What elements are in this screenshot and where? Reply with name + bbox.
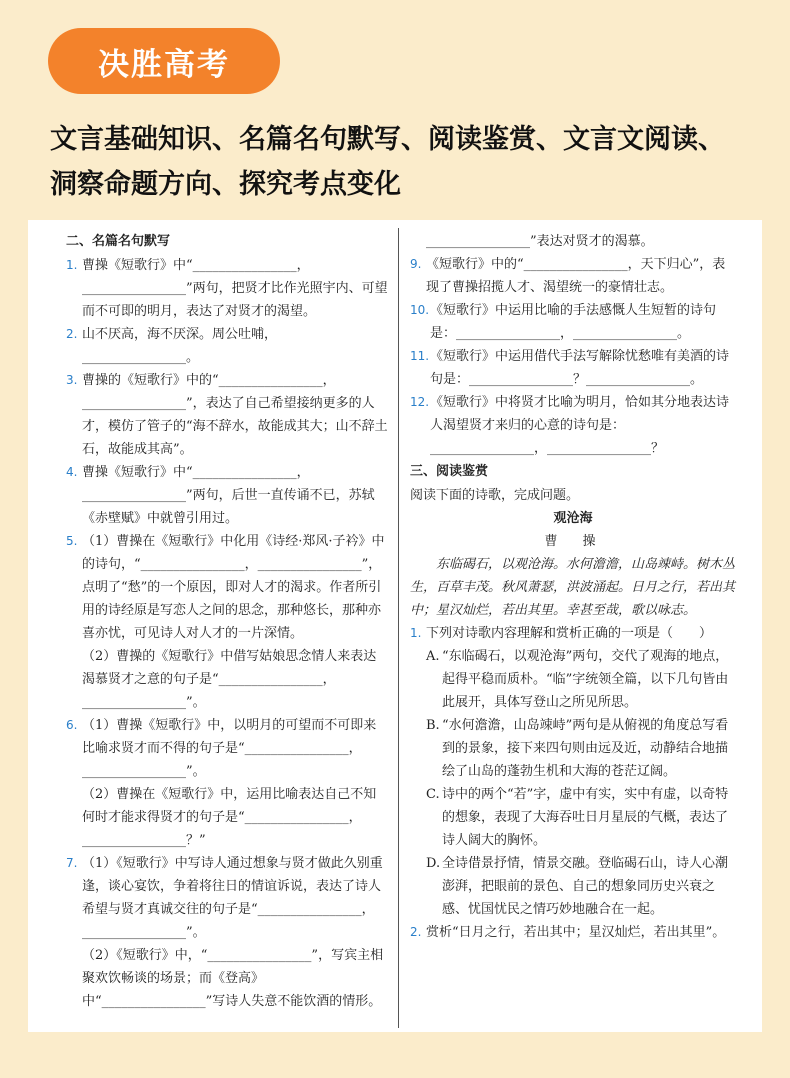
worksheet-page <box>28 220 762 1032</box>
reading-intro: 阅读下面的诗歌，完成问题。 <box>410 488 580 503</box>
question-number: 1. <box>410 626 422 640</box>
question-text: 下列对诗歌内容理解和赏析正确的一项是（ ） <box>426 626 713 641</box>
question-7-part-2 <box>66 944 388 1013</box>
question-number: 4. <box>66 465 78 479</box>
headline-line-2: 洞察命题方向、探究考点变化 <box>50 169 401 200</box>
option-text: 诗中的两个“若”字，虚中有实，实中有虚，以奇特的想象，表现了大海吞吐日月星辰的气概，表达了诗人阔大的胸怀。 <box>442 787 729 848</box>
question-12 <box>410 391 736 460</box>
question-continuation: ________________”表达对贤才的渴慕。 <box>426 234 654 249</box>
option-label: A. <box>426 649 440 664</box>
question-number: 2. <box>66 327 78 341</box>
question-number: 3. <box>66 373 78 387</box>
headline <box>50 117 770 207</box>
option-b <box>410 714 736 783</box>
headline-line-1: 文言基础知识、名篇名句默写、阅读鉴赏、文言文阅读、 <box>50 124 725 155</box>
question-6-part-2 <box>66 783 388 852</box>
option-text: 全诗借景抒情，情景交融。登临碣石山，诗人心潮澎湃，把眼前的景色、自己的想象同历史兴衰之感、忧国忧民之情巧妙地融合在一起。 <box>442 856 729 917</box>
question-text: 曹操《短歌行》中“________________，________________”两句，把贤才比作光照宇内、可望而不可即的明月，表达了对贤才的渴望。 <box>82 258 388 319</box>
question-text: 《短歌行》中将贤才比喻为明月，恰如其分地表达诗人渴望贤才来归的心意的诗句是：________________，________________？ <box>430 395 730 456</box>
question-9 <box>410 253 736 299</box>
question-number: 11. <box>410 349 430 363</box>
question-5-part-2 <box>66 645 388 714</box>
question-text: 山不厌高，海不厌深。周公吐哺，________________。 <box>82 327 278 365</box>
column-divider <box>398 228 399 1028</box>
option-d <box>410 852 736 921</box>
right-column <box>410 230 736 944</box>
question-10 <box>410 299 736 345</box>
question-11 <box>410 345 736 391</box>
question-text: 曹操《短歌行》中“________________，________________”两句，后世一直传诵不已，苏轼《赤壁赋》中就曾引用过。 <box>82 465 375 526</box>
question-number: 6. <box>66 718 78 732</box>
question-3 <box>66 369 388 461</box>
reading-question-1 <box>410 622 736 645</box>
question-6-part-1 <box>66 714 388 783</box>
question-text: （2）《短歌行》中，“________________”，写宾主相聚欢饮畅谈的场景；而《登高》中“________________”写诗人失意不能饮酒的情形。 <box>82 948 384 1009</box>
question-text: 《短歌行》中运用比喻的手法感慨人生短暂的诗句是：________________，________________。 <box>430 303 717 341</box>
left-column <box>66 230 388 1013</box>
question-4 <box>66 461 388 530</box>
question-text: （1）《短歌行》中写诗人通过想象与贤才做此久别重逢，谈心宴饮，争着将往日的情谊诉说，表达了诗人希望与贤才真诚交往的句子是“________________，________________”。 <box>82 856 383 940</box>
question-text: 《短歌行》中的“________________，天下归心”，表现了曹操招揽人才、渴望统一的豪情壮志。 <box>426 257 726 295</box>
question-1 <box>66 254 388 323</box>
question-text: （1）曹操在《短歌行》中化用《诗经·郑风·子衿》中的诗句，“________________，________________”，点明了“愁”的一个原因，即对人才的渴求。作者所引用的诗经原是写恋人之间的思念，那种悠长，那种亦喜亦忧，可见诗人对人才的一片深情。 <box>82 534 385 641</box>
reading-question-2 <box>410 921 736 944</box>
question-text: （1）曹操《短歌行》中，以明月的可望而不可即来比喻求贤才而不得的句子是“________________，________________”。 <box>82 718 377 779</box>
option-label: D. <box>426 856 441 871</box>
question-number: 2. <box>410 925 422 939</box>
question-7-part-1 <box>66 852 388 944</box>
poem-author: 曹 操 <box>544 534 602 549</box>
option-text: “水何澹澹，山岛竦峙”两句是从俯视的角度总写看到的景象，接下来四句则由远及近，动静结合地描绘了山岛的蓬勃生机和大海的苍茫辽阔。 <box>442 718 729 779</box>
banner-title: 决胜高考 <box>98 46 230 83</box>
option-label: C. <box>426 787 440 802</box>
question-text: （2）曹操在《短歌行》中，运用比喻表达自己不知何时才能求得贤才的句子是“________________，________________？” <box>82 787 377 848</box>
question-text: 赏析“日月之行，若出其中；星汉灿烂，若出其里”。 <box>426 925 726 940</box>
option-text: “东临碣石，以观沧海”两句，交代了观海的地点，起得平稳而质朴。“临”字统领全篇，以下几句皆由此展开，具体写登山之所见所思。 <box>442 649 729 710</box>
question-text: （2）曹操的《短歌行》中借写姑娘思念情人来表达渴慕贤才之意的句子是“________________，________________”。 <box>82 649 377 710</box>
option-a <box>410 645 736 714</box>
question-number: 12. <box>410 395 430 409</box>
question-text: 《短歌行》中运用借代手法写解除忧愁唯有美酒的诗句是：________________？________________。 <box>430 349 730 387</box>
section-heading-reading: 三、阅读鉴赏 <box>410 464 489 479</box>
section-heading-recitation: 二、名篇名句默写 <box>66 234 171 249</box>
poem-body: 东临碣石，以观沧海。水何澹澹，山岛竦峙。树木丛生，百草丰茂。秋风萧瑟，洪波涌起。日月之行，若出其中；星汉灿烂，若出其里。幸甚至哉，歌以咏志。 <box>410 557 736 618</box>
question-number: 10. <box>410 303 430 317</box>
question-number: 7. <box>66 856 78 870</box>
question-text: 曹操的《短歌行》中的“________________，________________”，表达了自己希望接纳更多的人才，模仿了管子的“海不辞水，故能成其大；山不辞土石，故能成其高”。 <box>82 373 388 457</box>
option-c <box>410 783 736 852</box>
question-number: 1. <box>66 258 78 272</box>
poem-title: 观沧海 <box>553 511 593 526</box>
question-number: 5. <box>66 534 78 548</box>
banner-pill <box>48 28 280 94</box>
option-label: B. <box>426 718 440 733</box>
question-5-part-1 <box>66 530 388 645</box>
question-2 <box>66 323 388 369</box>
question-number: 9. <box>410 257 422 271</box>
